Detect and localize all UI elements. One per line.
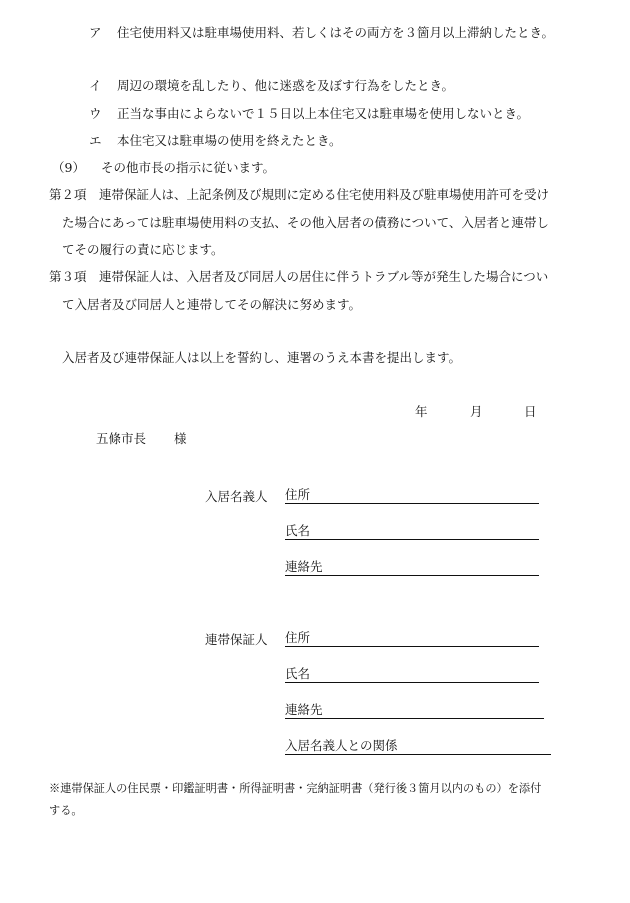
date-month: 月	[470, 404, 483, 419]
tenant-contact-label: 連絡先	[285, 559, 323, 574]
guarantor-contact-field[interactable]	[285, 702, 544, 719]
date-year: 年	[415, 404, 428, 419]
guarantor-relation-label: 入居名義人との関係	[285, 738, 398, 753]
guarantor-name-label: 氏名	[285, 666, 311, 681]
tenant-address-label: 住所	[285, 487, 311, 502]
tenant-address-field[interactable]	[285, 487, 539, 504]
condition-a-marker: ア	[89, 25, 102, 40]
clause-2-line-1: 第２項 連帯保証人は、上記条例及び規則に定める住宅使用料及び駐車場使用許可を受け	[49, 187, 550, 202]
item-9-text: その他市長の指示に従います。	[101, 160, 276, 175]
tenant-heading: 入居名義人	[205, 489, 268, 504]
condition-i-text: 周辺の環境を乱したり、他に迷惑を及ぼす行為をしたとき。	[117, 78, 455, 93]
guarantor-address-field[interactable]	[285, 630, 539, 647]
tenant-name-field[interactable]	[285, 523, 539, 540]
tenant-contact-field[interactable]	[285, 559, 539, 576]
clause-2-line-3: てその履行の責に応じます。	[62, 242, 224, 257]
guarantor-heading: 連帯保証人	[205, 632, 268, 647]
tenant-name-label: 氏名	[285, 523, 311, 538]
addressee-honorific: 様	[174, 431, 187, 446]
condition-u-marker: ウ	[89, 106, 102, 121]
pledge-statement: 入居者及び連帯保証人は以上を誓約し、連署のうえ本書を提出します。	[62, 350, 462, 365]
guarantor-name-field[interactable]	[285, 666, 539, 683]
clause-2-line-2: た場合にあっては駐車場使用料の支払、その他入居者の債務について、入居者と連帯し	[62, 215, 549, 230]
addressee-name: 五條市長	[96, 431, 147, 446]
attachment-note-line-1: ※連帯保証人の住民票・印鑑証明書・所得証明書・完納証明書（発行後３箇月以内のもの）を添付	[49, 782, 542, 795]
condition-u-text: 正当な事由によらないで１５日以上本住宅又は駐車場を使用しないとき。	[117, 106, 530, 121]
date-day: 日	[524, 404, 537, 419]
clause-3-line-1: 第３項 連帯保証人は、入居者及び同居人の居住に伴うトラブル等が発生した場合につい	[49, 269, 549, 284]
guarantor-relation-field[interactable]	[285, 738, 551, 755]
condition-a-text: 住宅使用料又は駐車場使用料、若しくはその両方を３箇月以上滞納したとき。	[117, 25, 555, 40]
item-9-marker: （9）	[52, 160, 85, 175]
guarantor-address-label: 住所	[285, 630, 311, 645]
attachment-note-line-2: する。	[49, 804, 83, 817]
condition-e-marker: エ	[89, 133, 102, 148]
condition-e-text: 本住宅又は駐車場の使用を終えたとき。	[117, 133, 342, 148]
condition-i-marker: イ	[89, 78, 102, 93]
guarantor-contact-label: 連絡先	[285, 702, 323, 717]
clause-3-line-2: て入居者及び同居人と連帯してその解決に努めます。	[62, 297, 362, 312]
